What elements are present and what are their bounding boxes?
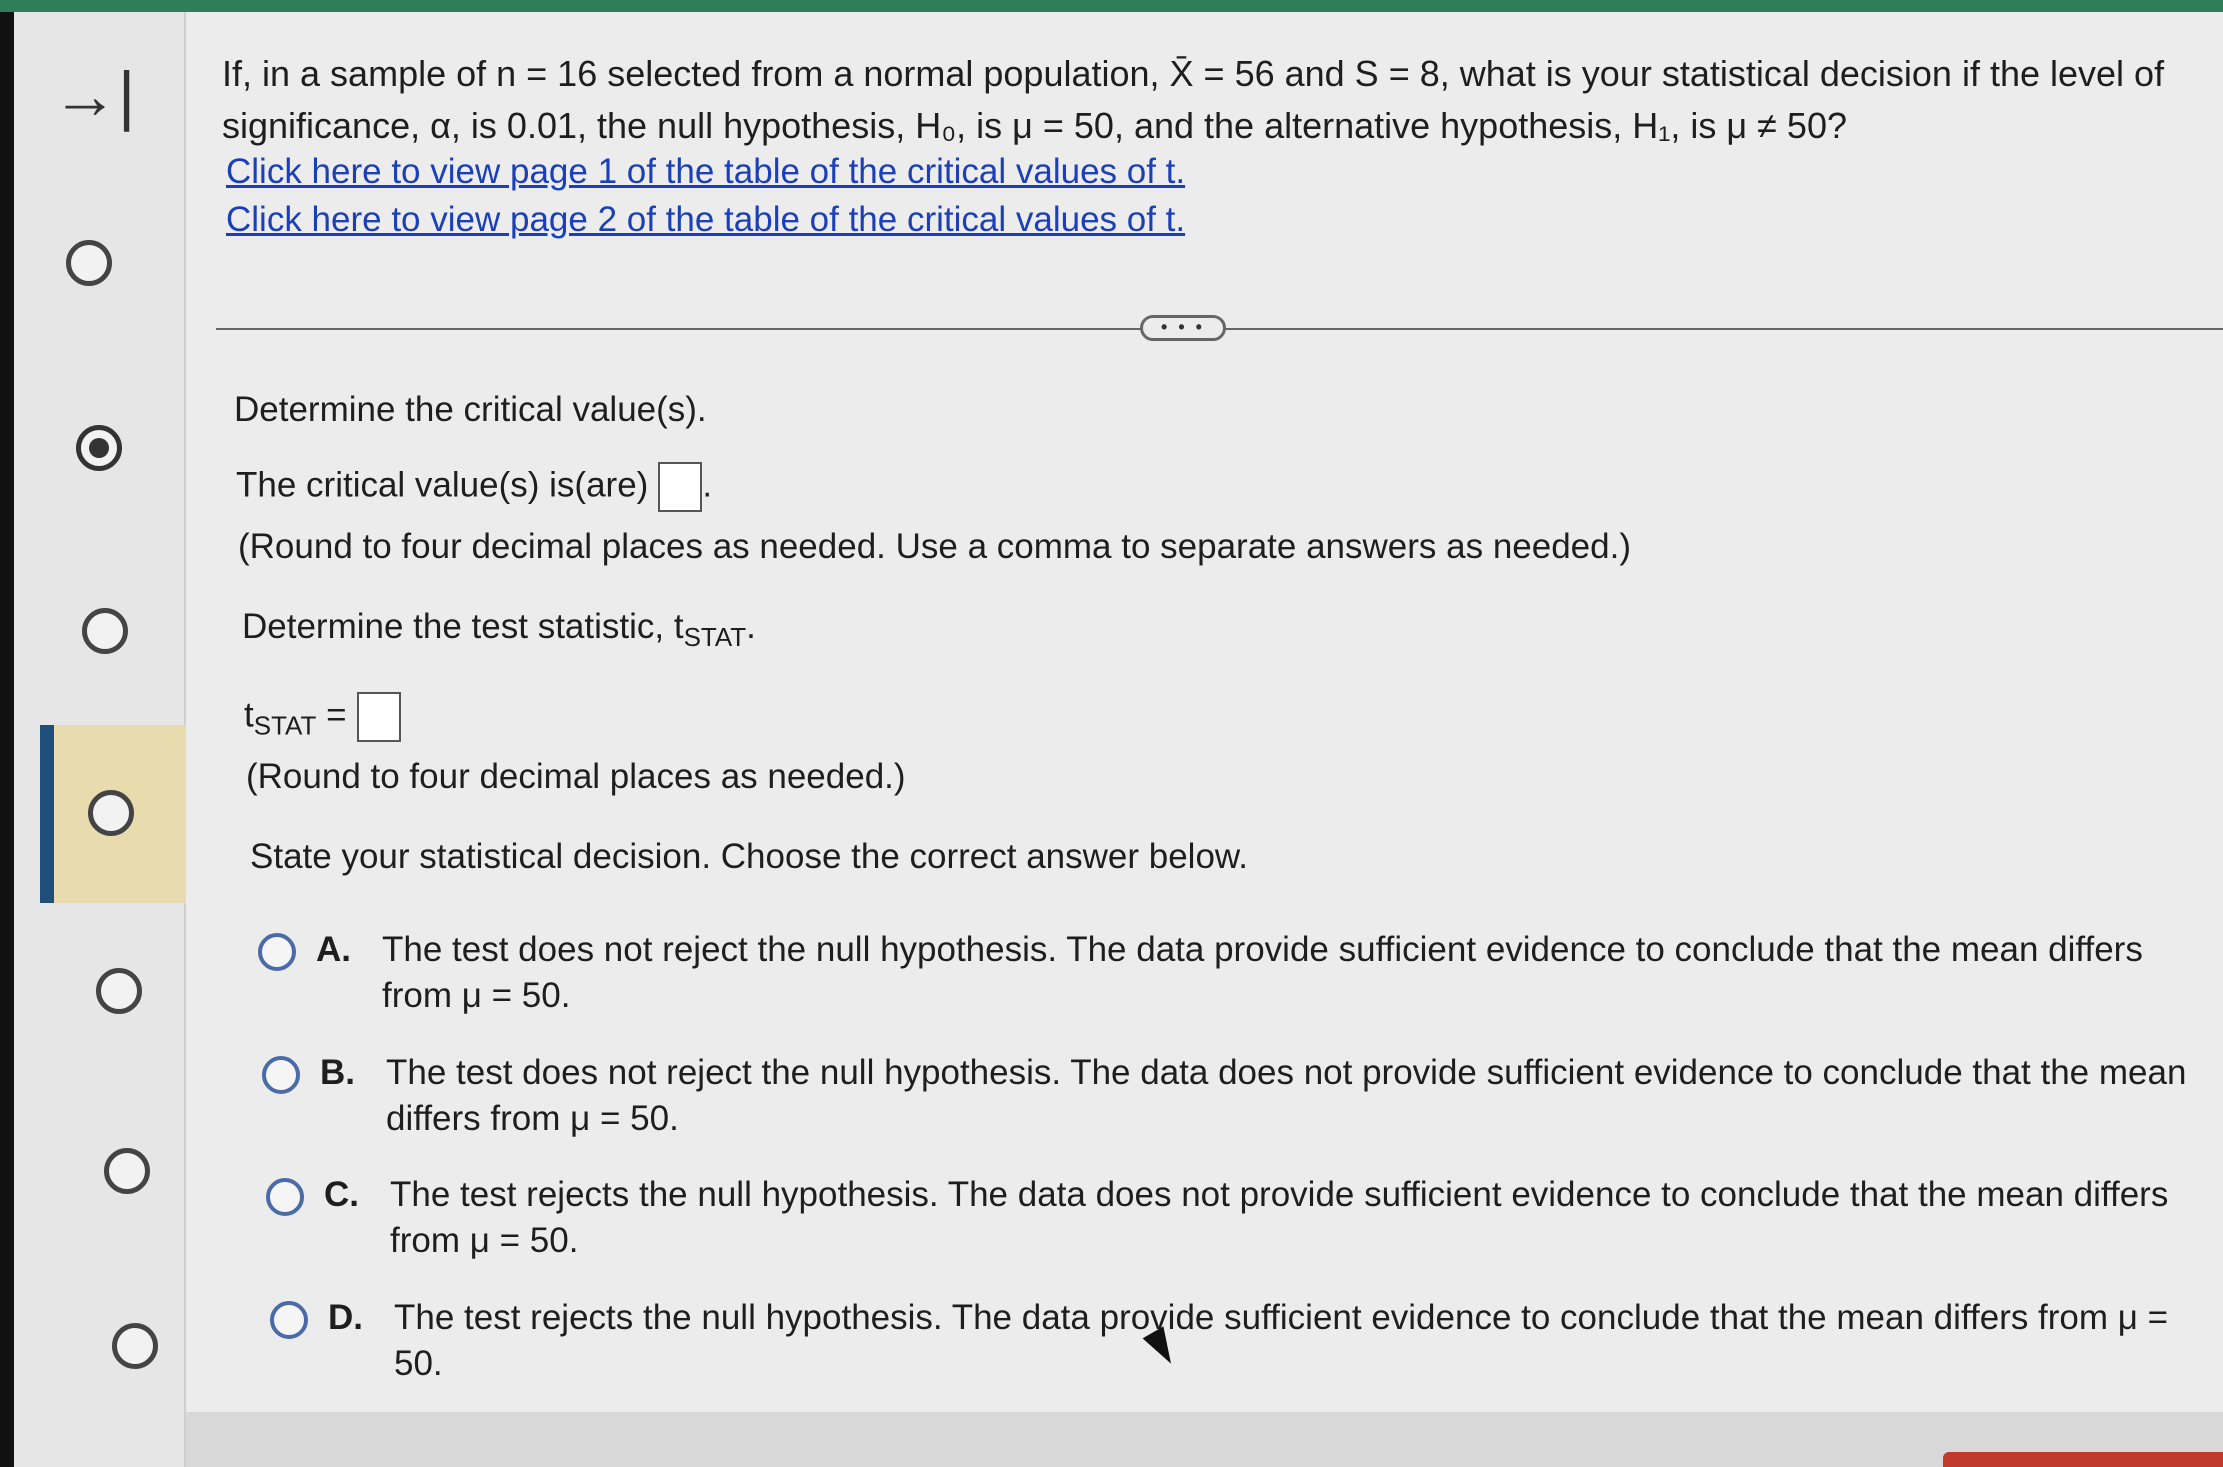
bottom-action-bar[interactable] bbox=[1943, 1452, 2223, 1467]
nav-question-4[interactable] bbox=[88, 790, 134, 836]
nav-question-2[interactable] bbox=[76, 425, 122, 471]
critical-value-heading: Determine the critical value(s). bbox=[234, 390, 707, 429]
test-statistic-row bbox=[244, 692, 401, 742]
critical-value-hint: (Round to four decimal places as needed. Use a comma to separate answers as needed.) bbox=[238, 527, 1631, 566]
test-statistic-heading-main: Determine the test statistic, t bbox=[242, 607, 684, 646]
question-panel bbox=[186, 12, 2223, 1412]
option-b-letter: B. bbox=[320, 1053, 355, 1092]
option-d-radio[interactable] bbox=[270, 1301, 308, 1339]
bottom-strip bbox=[186, 1412, 2223, 1467]
top-bar bbox=[0, 0, 2223, 12]
more-options-button[interactable]: • • • bbox=[1140, 315, 1226, 341]
test-statistic-heading-end: . bbox=[746, 607, 756, 646]
option-c-radio[interactable] bbox=[266, 1178, 304, 1216]
option-b-text: The test does not reject the null hypothesis. The data does not provide sufficient evidence to conclude that the mean differs from μ = 50. bbox=[386, 1053, 2187, 1138]
table-page-1-link[interactable]: Click here to view page 1 of the table of the critical values of t. bbox=[226, 152, 1186, 191]
test-statistic-input[interactable] bbox=[357, 692, 401, 742]
question-text: If, in a sample of n = 16 selected from a normal population, X̄ = 56 and S = 8, what is your statistical decision if the level of significance, α, is 0.01, the null hypothesis, H₀, is μ = 50, and the alternative hypothesis, H₁, is μ ≠ 50? bbox=[222, 53, 2165, 146]
nav-question-1[interactable] bbox=[66, 240, 112, 286]
test-statistic-heading-sub: STAT bbox=[683, 622, 747, 652]
critical-value-input[interactable] bbox=[658, 462, 702, 512]
test-statistic-equals: = bbox=[326, 695, 347, 735]
nav-question-6[interactable] bbox=[104, 1148, 150, 1194]
option-c-letter: C. bbox=[324, 1175, 359, 1214]
nav-question-7[interactable] bbox=[112, 1323, 158, 1369]
expand-sidebar-icon[interactable]: →| bbox=[52, 58, 136, 132]
option-a-radio[interactable] bbox=[258, 933, 296, 971]
test-statistic-label: t bbox=[244, 695, 254, 735]
option-c-text: The test rejects the null hypothesis. The data does not provide sufficient evidence to conclude that the mean differs from μ = 50. bbox=[390, 1175, 2169, 1260]
table-page-2-link[interactable]: Click here to view page 2 of the table of the critical values of t. bbox=[226, 200, 1186, 239]
option-b-radio[interactable] bbox=[262, 1056, 300, 1094]
option-a-text: The test does not reject the null hypothesis. The data provide sufficient evidence to conclude that the mean differs from μ = 50. bbox=[382, 930, 2143, 1015]
decision-prompt: State your statistical decision. Choose the correct answer below. bbox=[250, 837, 1248, 876]
test-statistic-hint: (Round to four decimal places as needed.) bbox=[246, 757, 906, 796]
nav-question-3[interactable] bbox=[82, 608, 128, 654]
option-a-letter: A. bbox=[316, 930, 351, 969]
test-statistic-label-sub: STAT bbox=[253, 710, 317, 741]
nav-question-5[interactable] bbox=[96, 968, 142, 1014]
test-statistic-heading bbox=[242, 607, 756, 653]
critical-value-prompt-row bbox=[236, 462, 712, 512]
option-d-letter: D. bbox=[328, 1298, 363, 1337]
critical-value-prompt: The critical value(s) is(are) bbox=[236, 465, 649, 505]
period: . bbox=[702, 465, 713, 505]
option-d-text: The test rejects the null hypothesis. The data provide sufficient evidence to conclude that the mean differs from μ = 50. bbox=[394, 1298, 2169, 1383]
